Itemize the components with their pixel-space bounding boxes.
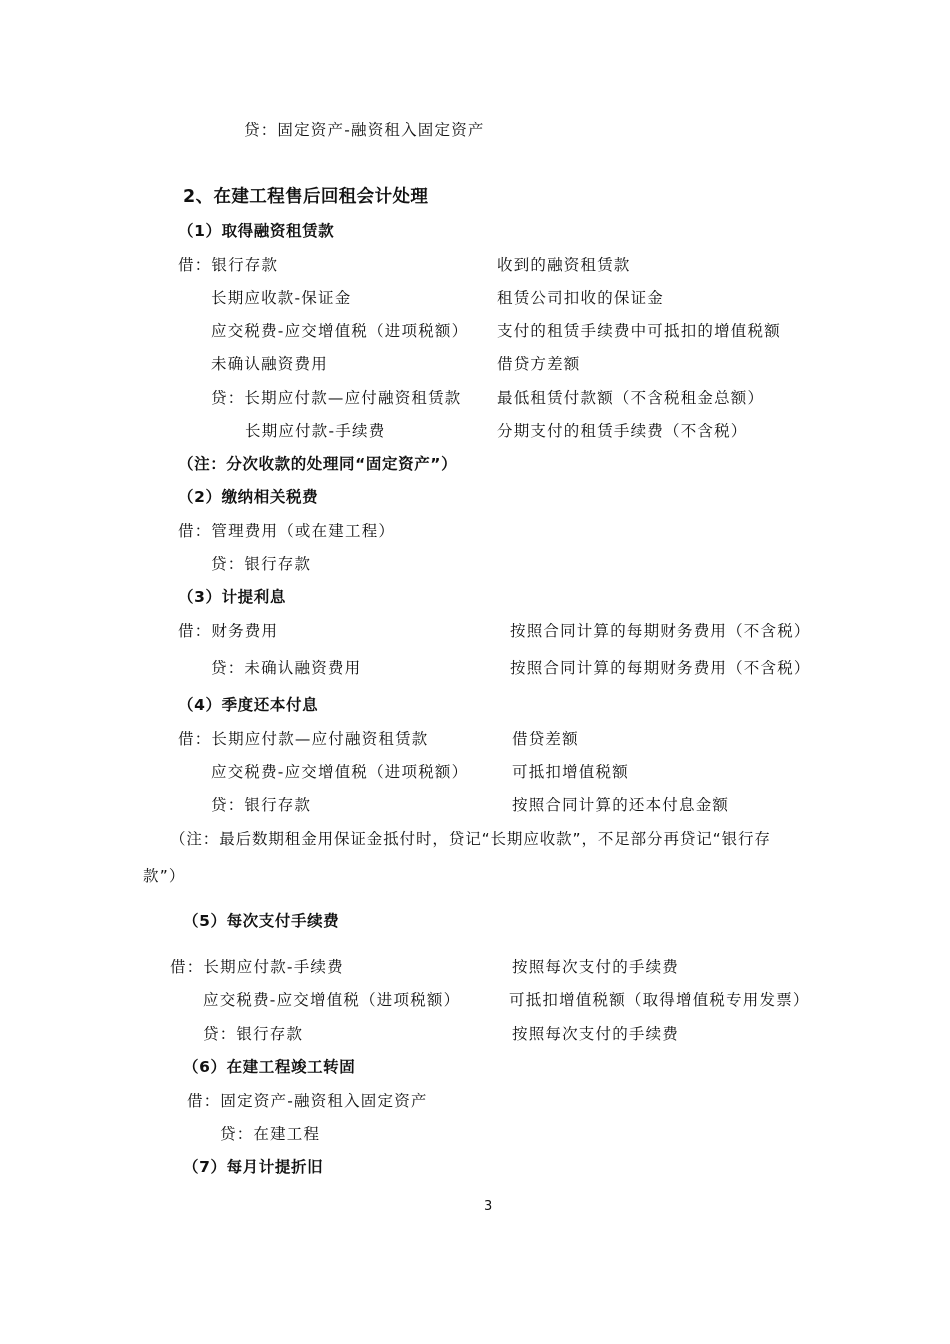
entry-right: 按照每次支付的手续费 [512, 958, 680, 976]
entry-right: 最低租赁付款额（不含税租金总额） [497, 389, 765, 407]
subsection-title-1: （1）取得融资租赁款 [178, 222, 335, 240]
entry-right: 按照合同计算的每期财务费用（不含税） [510, 622, 811, 640]
entry-right: 可抵扣增值税额 [512, 763, 629, 781]
entry-left: 长期应付款-手续费 [245, 422, 386, 440]
entry-left: 长期应收款-保证金 [211, 289, 352, 307]
entry-left: 借：财务费用 [178, 622, 279, 640]
entry-left: 借：长期应付款—应付融资租赁款 [178, 730, 429, 748]
subsection-title-4: （4）季度还本付息 [178, 696, 319, 714]
entry-left: 贷：银行存款 [211, 555, 312, 573]
entry-right: 可抵扣增值税额（取得增值税专用发票） [509, 991, 810, 1009]
entry-right: 分期支付的租赁手续费（不含税） [497, 422, 748, 440]
subsection-title-6: （6）在建工程竣工转固 [183, 1058, 356, 1076]
entry-left: 应交税费-应交增值税（进项税额） [211, 763, 469, 781]
entry-left: 贷：长期应付款—应付融资租赁款 [211, 389, 462, 407]
entry-left: 借：银行存款 [178, 256, 279, 274]
entry-right: 按照合同计算的还本付息金额 [512, 796, 730, 814]
entry-left: 贷：银行存款 [203, 1025, 304, 1043]
subsection-title-3: （3）计提利息 [178, 588, 286, 606]
entry-right: 借贷方差额 [497, 355, 581, 373]
page-number: 3 [484, 1199, 493, 1214]
entry-right: 收到的融资租赁款 [497, 256, 631, 274]
entry-left: 借：管理费用（或在建工程） [178, 522, 396, 540]
note-line: （注：最后数期租金用保证金抵付时，贷记“长期应收款”，不足部分再贷记“银行存 [170, 830, 771, 848]
note-line-continued: 款”） [143, 867, 186, 885]
entry-left: 未确认融资费用 [211, 355, 328, 373]
entry-right: 按照合同计算的每期财务费用（不含税） [510, 659, 811, 677]
entry-left: 借：固定资产-融资租入固定资产 [187, 1092, 428, 1110]
entry-left: 贷：在建工程 [220, 1125, 321, 1143]
entry-right: 借贷差额 [512, 730, 579, 748]
entry-left: 应交税费-应交增值税（进项税额） [203, 991, 461, 1009]
entry-left: 贷：未确认融资费用 [211, 659, 362, 677]
subsection-title-2: （2）缴纳相关税费 [178, 488, 319, 506]
entry-right: 按照每次支付的手续费 [512, 1025, 680, 1043]
subsection-title-5: （5）每次支付手续费 [183, 912, 340, 930]
note-line: （注：分次收款的处理同“固定资产”） [178, 455, 458, 473]
entry-right: 支付的租赁手续费中可抵扣的增值税额 [497, 322, 781, 340]
section-heading-2: 2、在建工程售后回租会计处理 [183, 187, 429, 207]
entry-left: 应交税费-应交增值税（进项税额） [211, 322, 469, 340]
entry-left: 借：长期应付款-手续费 [170, 958, 344, 976]
entry-right: 租赁公司扣收的保证金 [497, 289, 665, 307]
credit-line-fixed-asset: 贷：固定资产-融资租入固定资产 [244, 121, 485, 139]
subsection-title-7: （7）每月计提折旧 [183, 1158, 324, 1176]
entry-left: 贷：银行存款 [211, 796, 312, 814]
